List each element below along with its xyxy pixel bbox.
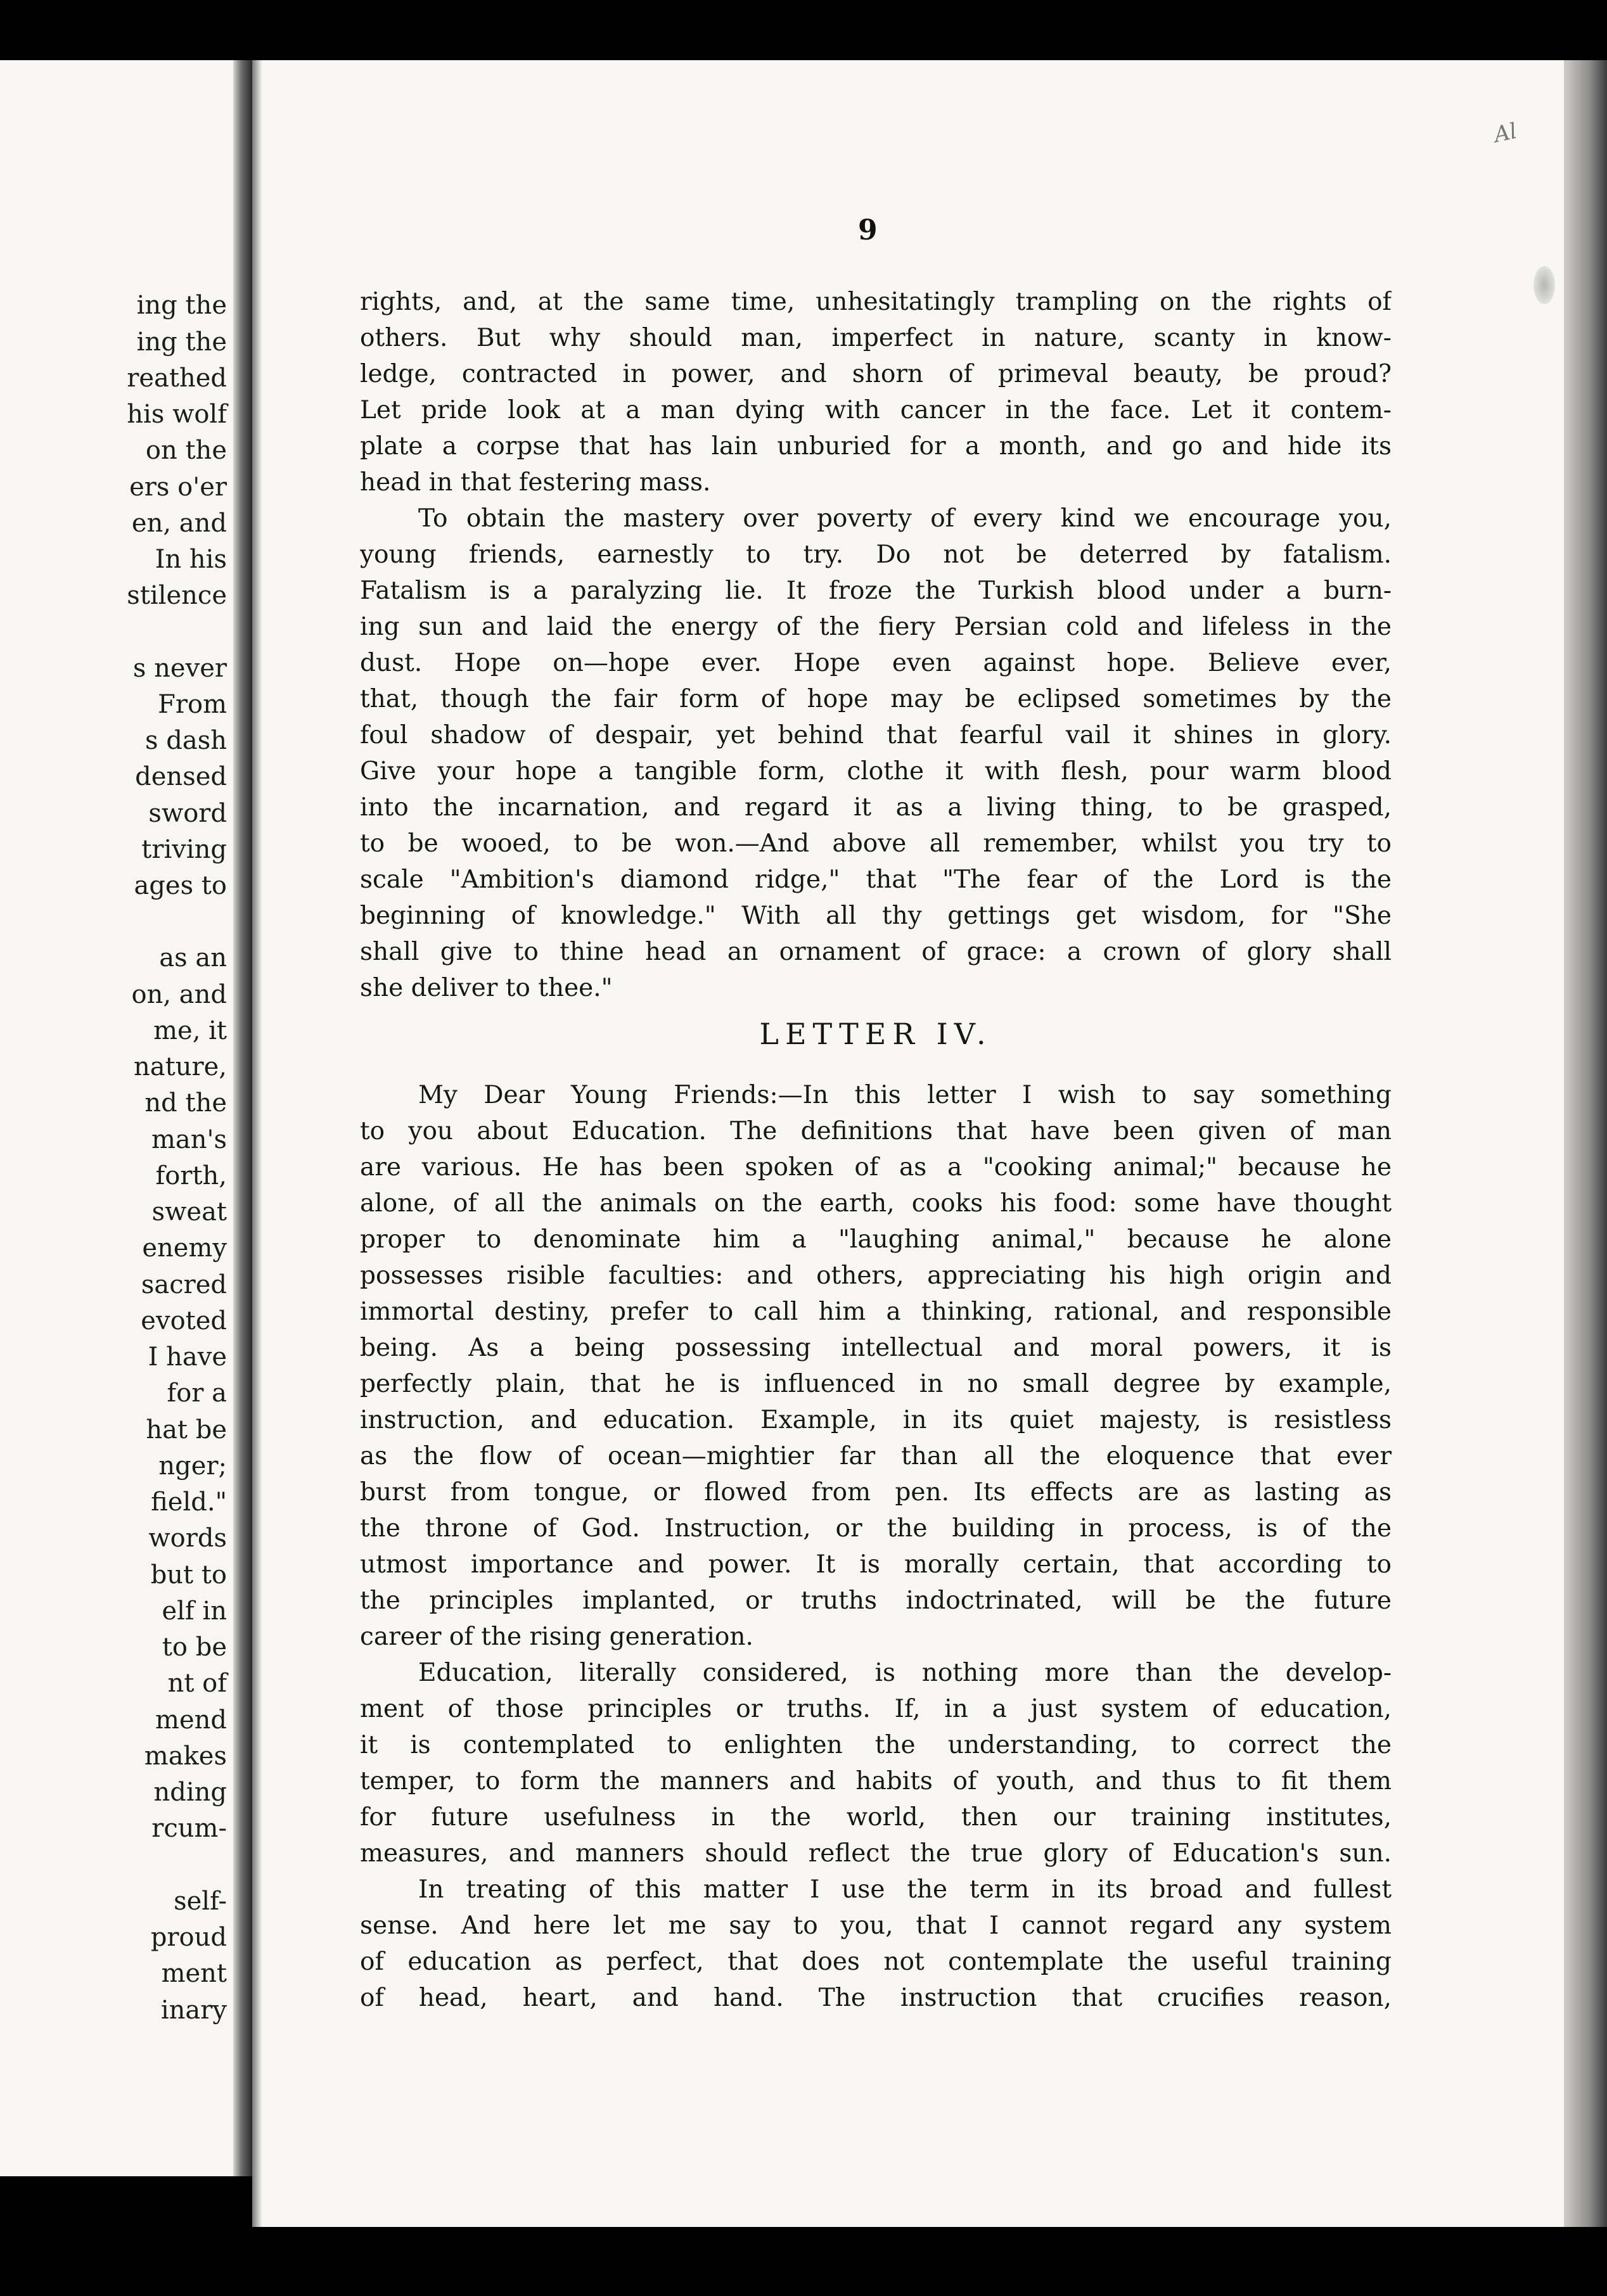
left-margin-fragment: man's (151, 1125, 227, 1154)
text-line: alone, of all the animals on the earth, cooks his food: some have thought (360, 1189, 1392, 1218)
left-margin-fragment: his wolf (127, 400, 227, 429)
left-margin-fragment: ers o'er (129, 473, 227, 502)
text-line: dust. Hope on—hope ever. Hope even against hope. Believe ever, (360, 649, 1392, 677)
text-line: ledge, contracted in power, and shorn of primeval beauty, be proud? (360, 360, 1392, 388)
text-line: Education, literally considered, is nothing more than the develop- (418, 1659, 1392, 1687)
left-margin-fragment: In his (155, 545, 227, 574)
left-margin-fragment: From (158, 690, 227, 719)
text-line: To obtain the mastery over poverty of every kind we encourage you, (418, 504, 1392, 533)
book-gutter (233, 60, 252, 2176)
left-margin-fragment: ment (161, 1959, 227, 1988)
left-margin-fragment: forth, (155, 1161, 227, 1190)
text-line: utmost importance and power. It is morally certain, that according to (360, 1550, 1392, 1579)
text-line: beginning of knowledge." With all thy gettings get wisdom, for "She (360, 902, 1392, 930)
left-margin-fragment: me, it (153, 1016, 227, 1045)
left-margin-fragment: inary (160, 1996, 227, 2025)
text-line: for future usefulness in the world, then our training institutes, (360, 1803, 1392, 1832)
text-line: instruction, and education. Example, in its quiet majesty, is resistless (360, 1406, 1392, 1434)
margin-smudge (1533, 266, 1555, 304)
text-line: it is contemplated to enlighten the understanding, to correct the (360, 1731, 1392, 1759)
left-margin-fragment: triving (141, 835, 227, 864)
left-page (0, 60, 233, 2176)
left-margin-fragment: s dash (145, 726, 227, 755)
text-line: Fatalism is a paralyzing lie. It froze the Turkish blood under a burn- (360, 577, 1392, 605)
text-line: rights, and, at the same time, unhesitatingly trampling on the rights of (360, 288, 1392, 316)
left-margin-fragment: nt of (167, 1669, 227, 1698)
page-number: 9 (858, 214, 878, 246)
text-line: In treating of this matter I use the term in its broad and fullest (418, 1875, 1392, 1904)
left-margin-fragment: on the (145, 436, 227, 465)
text-line: proper to denominate him a "laughing animal," because he alone (360, 1225, 1392, 1254)
left-margin-fragment: en, and (131, 509, 227, 538)
left-margin-fragment: sacred (141, 1270, 227, 1299)
left-margin-fragment: field." (151, 1488, 227, 1517)
text-line: immortal destiny, prefer to call him a thinking, rational, and responsible (360, 1298, 1392, 1326)
text-line: of education as perfect, that does not contemplate the useful training (360, 1948, 1392, 1976)
spine-shadow (252, 60, 262, 2227)
text-line: to you about Education. The definitions that have been given of man (360, 1117, 1392, 1145)
text-line: the throne of God. Instruction, or the building in process, is of the (360, 1514, 1392, 1543)
text-line: are various. He has been spoken of as a "cooking animal;" because he (360, 1153, 1392, 1182)
text-line: the principles implanted, or truths indoctrinated, will be the future (360, 1586, 1392, 1615)
left-margin-fragment: ing the (136, 291, 227, 320)
left-margin-fragment: as an (159, 943, 227, 973)
left-margin-fragment: densed (135, 762, 227, 791)
body-text-block-1 (360, 284, 1392, 1006)
left-margin-fragment: nger; (158, 1451, 227, 1481)
text-line: of head, heart, and hand. The instruction that crucifies reason, (360, 1984, 1392, 2012)
text-line: young friends, earnestly to try. Do not be deterred by fatalism. (360, 540, 1392, 569)
text-line: plate a corpse that has lain unburied for a month, and go and hide its (360, 432, 1392, 461)
text-line: she deliver to thee." (360, 974, 613, 1002)
text-line: as the flow of ocean—mightier far than all the eloquence that ever (360, 1442, 1392, 1470)
left-margin-fragment: words (148, 1524, 227, 1553)
text-line: Let pride look at a man dying with cancer in the face. Let it contem- (360, 396, 1392, 424)
left-margin-fragment: but to (150, 1560, 227, 1590)
left-margin-fragment: proud (150, 1923, 227, 1952)
body-text-block-2 (360, 1077, 1392, 2016)
text-line: that, though the fair form of hope may be eclipsed sometimes by the (360, 685, 1392, 713)
text-line: possesses risible faculties: and others, appreciating his high origin and (360, 1261, 1392, 1290)
left-margin-fragment: self- (174, 1887, 227, 1916)
text-line: sense. And here let me say to you, that I cannot regard any system (360, 1911, 1392, 1940)
text-line: into the incarnation, and regard it as a living thing, to be grasped, (360, 793, 1392, 822)
text-line: ment of those principles or truths. If, in a just system of education, (360, 1695, 1392, 1723)
text-line: career of the rising generation. (360, 1623, 753, 1651)
text-line: measures, and manners should reflect the true glory of Education's sun. (360, 1839, 1392, 1868)
left-margin-fragment: hat be (146, 1415, 227, 1445)
left-margin-fragment: nding (153, 1778, 227, 1807)
left-margin-fragment: reathed (127, 364, 227, 393)
left-margin-fragment: sword (148, 799, 227, 828)
left-margin-fragment: for a (167, 1379, 227, 1408)
left-margin-fragment: enemy (142, 1234, 227, 1263)
left-margin-fragment: on, and (131, 980, 227, 1009)
text-line: perfectly plain, that he is influenced in no small degree by example, (360, 1370, 1392, 1398)
left-margin-fragment: nature, (134, 1052, 227, 1081)
text-line: burst from tongue, or flowed from pen. Its effects are as lasting as (360, 1478, 1392, 1507)
left-margin-fragment: ages to (134, 871, 227, 900)
text-line: shall give to thine head an ornament of grace: a crown of glory shall (360, 938, 1392, 966)
left-margin-fragment: sweat (151, 1197, 227, 1227)
text-line: foul shadow of despair, yet behind that fearful vail it shines in glory. (360, 721, 1392, 749)
left-margin-fragment: nd the (144, 1088, 227, 1118)
text-line: My Dear Young Friends:—In this letter I wish to say something (418, 1081, 1392, 1109)
corner-annotation: Al (1492, 118, 1520, 148)
left-margin-fragment: to be (162, 1633, 227, 1662)
text-line: Give your hope a tangible form, clothe it with flesh, pour warm blood (360, 757, 1392, 786)
left-margin-fragment: stilence (127, 581, 227, 610)
left-margin-fragment: I have (148, 1343, 227, 1372)
text-line: scale "Ambition's diamond ridge," that "The fear of the Lord is the (360, 865, 1392, 894)
text-line: head in that festering mass. (360, 468, 711, 497)
left-margin-fragment: ing the (136, 328, 227, 357)
left-margin-fragment: makes (144, 1742, 227, 1771)
left-margin-fragment: evoted (141, 1306, 227, 1336)
text-line: ing sun and laid the energy of the fiery Persian cold and lifeless in the (360, 613, 1392, 641)
left-margin-fragment: s never (132, 654, 227, 683)
page-edge (1564, 60, 1607, 2227)
letter-heading: LETTER IV. (759, 1017, 992, 1051)
left-margin-fragment: elf in (162, 1597, 227, 1626)
text-line: to be wooed, to be won.—And above all remember, whilst you try to (360, 829, 1392, 858)
text-line: being. As a being possessing intellectual and moral powers, it is (360, 1334, 1392, 1362)
left-margin-fragment: rcum- (151, 1814, 227, 1843)
text-line: temper, to form the manners and habits of youth, and thus to fit them (360, 1767, 1392, 1795)
left-margin-fragment: mend (155, 1706, 227, 1735)
text-line: others. But why should man, imperfect in nature, scanty in know- (360, 324, 1392, 352)
